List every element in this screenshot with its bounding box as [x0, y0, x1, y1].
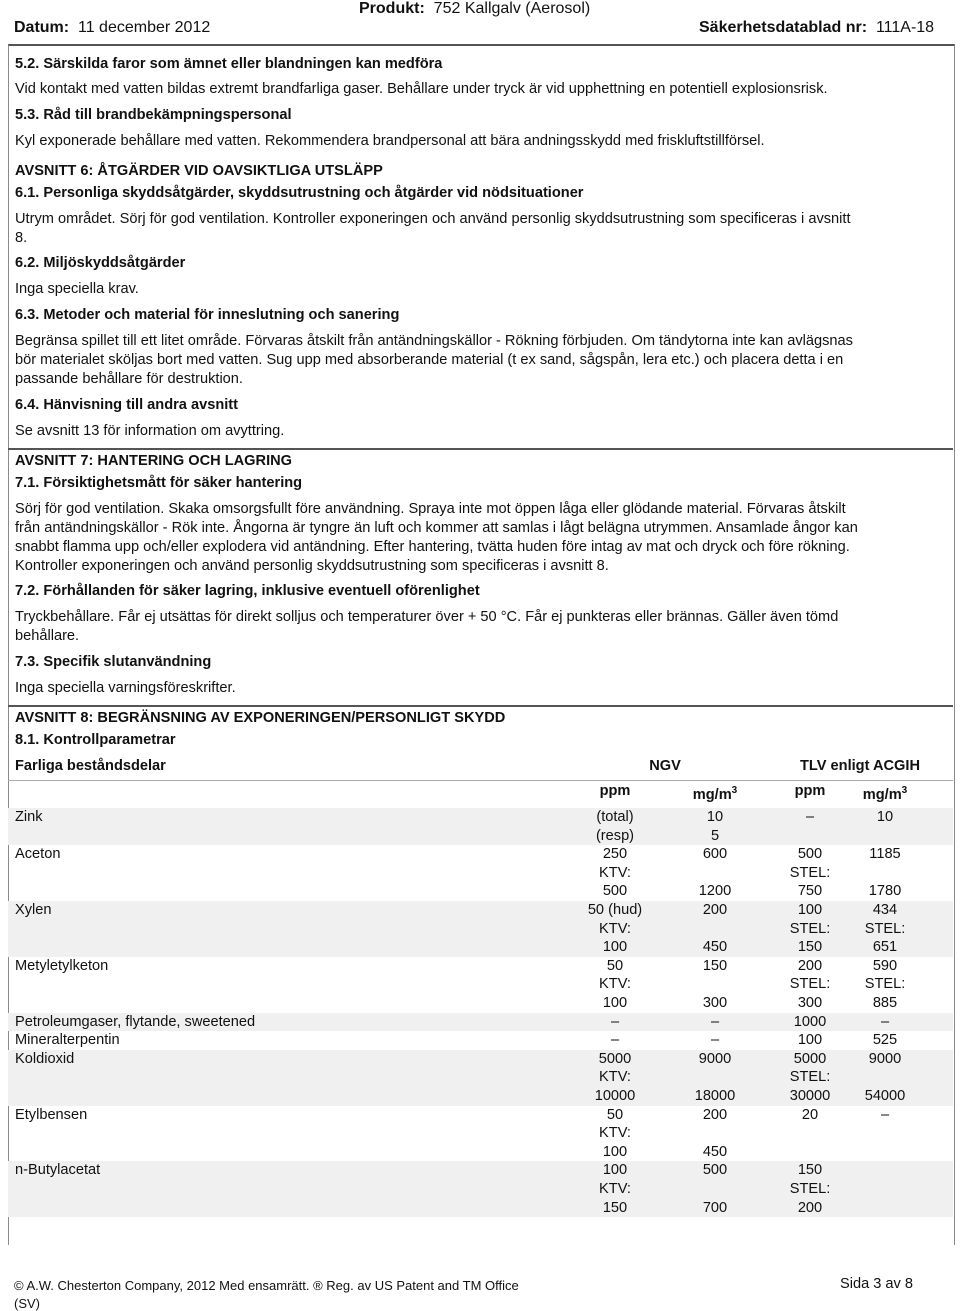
section-6-3-text-2: bör materialet sköljas bort med vatten. Sug upp med absorberande material (t ex sand, sågspån, lera etc.) och placera detta i en	[15, 352, 844, 368]
table-cell: 5000	[598, 1050, 632, 1067]
table-cell: KTV:	[599, 1069, 631, 1086]
table-cell: STEL:	[789, 976, 831, 993]
section-6-1-text: Utrym området. Sörj för god ventilation. Kontroller exponeringen och använd personlig skyddsutrustning som specificeras i avsnitt	[15, 211, 851, 227]
section-5-2-title: 5.2. Särskilda faror som ämnet eller blandningen kan medföra	[15, 56, 443, 72]
table-cell: 9000	[868, 1050, 902, 1067]
table-cell: 10000	[594, 1088, 636, 1104]
table-cell: 10	[706, 809, 724, 825]
table-cell: 30000	[789, 1088, 831, 1104]
product-field	[359, 0, 590, 18]
table-cell: KTV:	[599, 1125, 631, 1142]
table-cell: 1185	[869, 846, 901, 863]
table-cell: 50	[606, 1106, 624, 1123]
table-cell: –	[710, 1032, 720, 1049]
unit-mg-tlv	[830, 782, 940, 804]
product-value: 752 Kallgalv (Aerosol)	[433, 0, 591, 17]
table-cell: 18000	[694, 1088, 736, 1104]
table-cell: –	[880, 1106, 890, 1123]
table-cell: 100	[602, 939, 628, 956]
unit-ppm-tlv: ppm	[794, 783, 826, 799]
section-7-1-text-4: Kontroller exponeringen och använd personlig skyddsutrustning som specificeras i avsnitt 8.	[15, 558, 609, 574]
table-cell: KTV:	[599, 976, 631, 993]
section-7-1-text-1: Sörj för god ventilation. Skaka omsorgsfullt före användning. Spraya inte mot öppen låga eller glödande material. Förvaras åtskilt	[15, 501, 846, 517]
table-cell: 100	[602, 1143, 628, 1160]
table-cell: 100	[797, 1032, 823, 1049]
table-divider	[8, 780, 953, 781]
section-7-1-text-2: från antändningskällor - Rök inte. Ångorna är tyngre än luft och kommer att samlas i lågt belägna utrymmen. Ansamlade ångor kan	[15, 520, 858, 536]
section-7-2-title: 7.2. Förhållanden för säker lagring, inklusive eventuell oförenlighet	[15, 583, 480, 599]
section-7-2-text-1: Tryckbehållare. Får ej utsättas för direkt solljus och temperaturer över + 50 °C. Får ej punkteras eller brännas. Gäller även tömd	[15, 609, 839, 625]
table-cell: 200	[797, 957, 823, 974]
section-5-3-title: 5.3. Råd till brandbekämpningspersonal	[15, 107, 292, 123]
table-cell: –	[610, 1013, 620, 1030]
table-cell: 9000	[698, 1050, 732, 1067]
table-cell: 150	[797, 939, 823, 956]
section-7-3-text: Inga speciella varningsföreskrifter.	[15, 680, 236, 696]
table-row-name: Zink	[15, 809, 43, 825]
table-cell: 100	[602, 1162, 628, 1179]
table-cell: –	[610, 1032, 620, 1049]
table-header-tlv: TLV enligt ACGIH	[800, 758, 920, 774]
table-cell: 150	[602, 1199, 628, 1216]
date-value: 11 december 2012	[78, 19, 211, 36]
table-cell: 5	[710, 827, 720, 844]
section-5-2-text: Vid kontakt med vatten bildas extremt brandfarliga gaser. Behållare under tryck är vid upphettning en potentiell explosionsrisk.	[15, 81, 828, 97]
table-cell: 200	[797, 1199, 823, 1216]
table-row-name: Mineralterpentin	[15, 1032, 120, 1049]
table-cell: 525	[872, 1032, 898, 1049]
section-7-1-title: 7.1. Försiktighetsmått för säker hantering	[15, 475, 303, 491]
sdb-number-label: Säkerhetsdatablad nr:	[699, 19, 868, 36]
table-cell: 250	[602, 846, 628, 863]
section-7-2-text-2: behållare.	[15, 628, 80, 644]
unit-mg-ngv-text: mg/m	[692, 786, 732, 803]
table-cell: –	[805, 809, 815, 825]
table-cell: STEL:	[789, 864, 831, 881]
table-cell: KTV:	[599, 864, 631, 881]
table-cell: 150	[702, 957, 728, 974]
section-5-3-text: Kyl exponerade behållare med vatten. Rekommendera brandpersonal att bära andningsskydd med friskluftstillförsel.	[15, 133, 765, 149]
language-code: (SV)	[14, 1296, 40, 1311]
section-6-1-title: 6.1. Personliga skyddsåtgärder, skyddsutrustning och åtgärder vid nödsituationer	[15, 185, 584, 201]
section-6-2-text: Inga speciella krav.	[15, 281, 139, 297]
table-cell: 1000	[793, 1013, 827, 1030]
unit-mg-ngv-exp: 3	[731, 785, 738, 796]
table-cell: 434	[872, 902, 898, 918]
table-cell: KTV:	[599, 1181, 631, 1197]
table-cell: 500	[702, 1162, 728, 1179]
table-cell: KTV:	[599, 920, 631, 937]
sdb-number-field	[699, 19, 934, 37]
table-row-name: Xylen	[15, 902, 52, 918]
table-row-name: Koldioxid	[15, 1050, 75, 1067]
table-cell: 885	[872, 995, 898, 1011]
table-cell: 150	[797, 1162, 823, 1179]
table-cell: 1780	[868, 883, 902, 900]
section-6-3-text-1: Begränsa spillet till ett litet område. Förvaras åtskilt från antändningskällor - Rökning förbjuden. Om tändytorna inte kan avlägsnas	[15, 333, 853, 349]
table-cell: 700	[702, 1199, 728, 1216]
table-row-name: Metyletylketon	[15, 957, 109, 974]
table-cell: STEL:	[789, 920, 831, 937]
table-cell: 54000	[864, 1088, 906, 1104]
table-cell: –	[710, 1013, 720, 1030]
section-6-1-text-cont: 8.	[15, 230, 28, 246]
table-cell: STEL:	[789, 1069, 831, 1086]
section-6-4-title: 6.4. Hänvisning till andra avsnitt	[15, 397, 239, 413]
product-label: Produkt:	[359, 0, 425, 17]
section-divider	[8, 705, 953, 707]
table-cell: (total)	[596, 809, 634, 825]
unit-ppm-ngv: ppm	[599, 783, 631, 799]
table-header-substances: Farliga beståndsdelar	[15, 758, 166, 774]
table-cell: 600	[702, 846, 728, 863]
table-cell: (resp)	[595, 827, 635, 844]
table-cell: 450	[702, 939, 728, 956]
table-cell: 590	[872, 957, 898, 974]
table-cell: –	[880, 1013, 890, 1030]
table-cell: 50	[606, 957, 624, 974]
table-cell: 450	[702, 1143, 728, 1160]
table-cell: 100	[602, 995, 628, 1011]
table-cell: 500	[602, 883, 628, 900]
copyright-text: © A.W. Chesterton Company, 2012 Med ensamrätt. ® Reg. av US Patent and TM Office	[14, 1278, 519, 1293]
sdb-number-value: 111A-18	[875, 19, 935, 36]
table-row-name: n-Butylacetat	[15, 1162, 101, 1179]
table-cell: 20	[801, 1106, 819, 1123]
table-cell: 300	[797, 995, 823, 1011]
table-header-ngv: NGV	[649, 758, 681, 774]
table-cell: 1200	[698, 883, 732, 900]
table-cell: 500	[797, 846, 823, 863]
unit-mg-ngv	[660, 782, 770, 804]
section-7-3-title: 7.3. Specifik slutanvändning	[15, 654, 212, 670]
table-row-name: Petroleumgaser, flytande, sweetened	[15, 1013, 256, 1030]
section-8-1-title: 8.1. Kontrollparametrar	[15, 732, 176, 748]
section-6-3-title: 6.3. Metoder och material för inneslutning och sanering	[15, 307, 400, 323]
table-cell: 200	[702, 1106, 728, 1123]
page-footer	[0, 1243, 960, 1311]
table-cell: 750	[797, 883, 823, 900]
section-8-title: AVSNITT 8: BEGRÄNSNING AV EXPONERINGEN/PERSONLIGT SKYDD	[15, 710, 506, 726]
table-cell: 100	[797, 902, 823, 918]
table-cell: 50 (hud)	[587, 902, 643, 918]
table-cell: 300	[702, 995, 728, 1011]
date-label: Datum:	[14, 19, 70, 36]
table-cell: STEL:	[864, 920, 906, 937]
section-7-title: AVSNITT 7: HANTERING OCH LAGRING	[15, 453, 293, 469]
section-6-title: AVSNITT 6: ÅTGÄRDER VID OAVSIKTLIGA UTSLÄPP	[15, 163, 383, 179]
table-cell: 200	[702, 902, 728, 918]
table-cell: 5000	[793, 1050, 827, 1067]
unit-mg-tlv-exp: 3	[901, 785, 908, 796]
section-6-2-title: 6.2. Miljöskyddsåtgärder	[15, 255, 186, 271]
table-cell: 10	[876, 809, 894, 825]
section-7-1-text-3: snabbt flamma upp och/eller explodera vid antändning. Efter hantering, tvätta huden före intag av mat och dryck och före rökning.	[15, 539, 850, 555]
section-6-4-text: Se avsnitt 13 för information om avyttring.	[15, 423, 285, 439]
section-6-3-text-3: passande behållare för destruktion.	[15, 371, 243, 387]
date-field	[14, 19, 210, 37]
section-divider	[8, 448, 953, 450]
page-header	[0, 0, 960, 44]
table-row-name: Aceton	[15, 846, 61, 863]
table-cell: STEL:	[864, 976, 906, 993]
unit-mg-tlv-text: mg/m	[862, 786, 902, 803]
table-cell: STEL:	[789, 1181, 831, 1197]
page-number: Sida 3 av 8	[840, 1276, 914, 1292]
table-row-name: Etylbensen	[15, 1106, 88, 1123]
table-cell: 651	[872, 939, 898, 956]
